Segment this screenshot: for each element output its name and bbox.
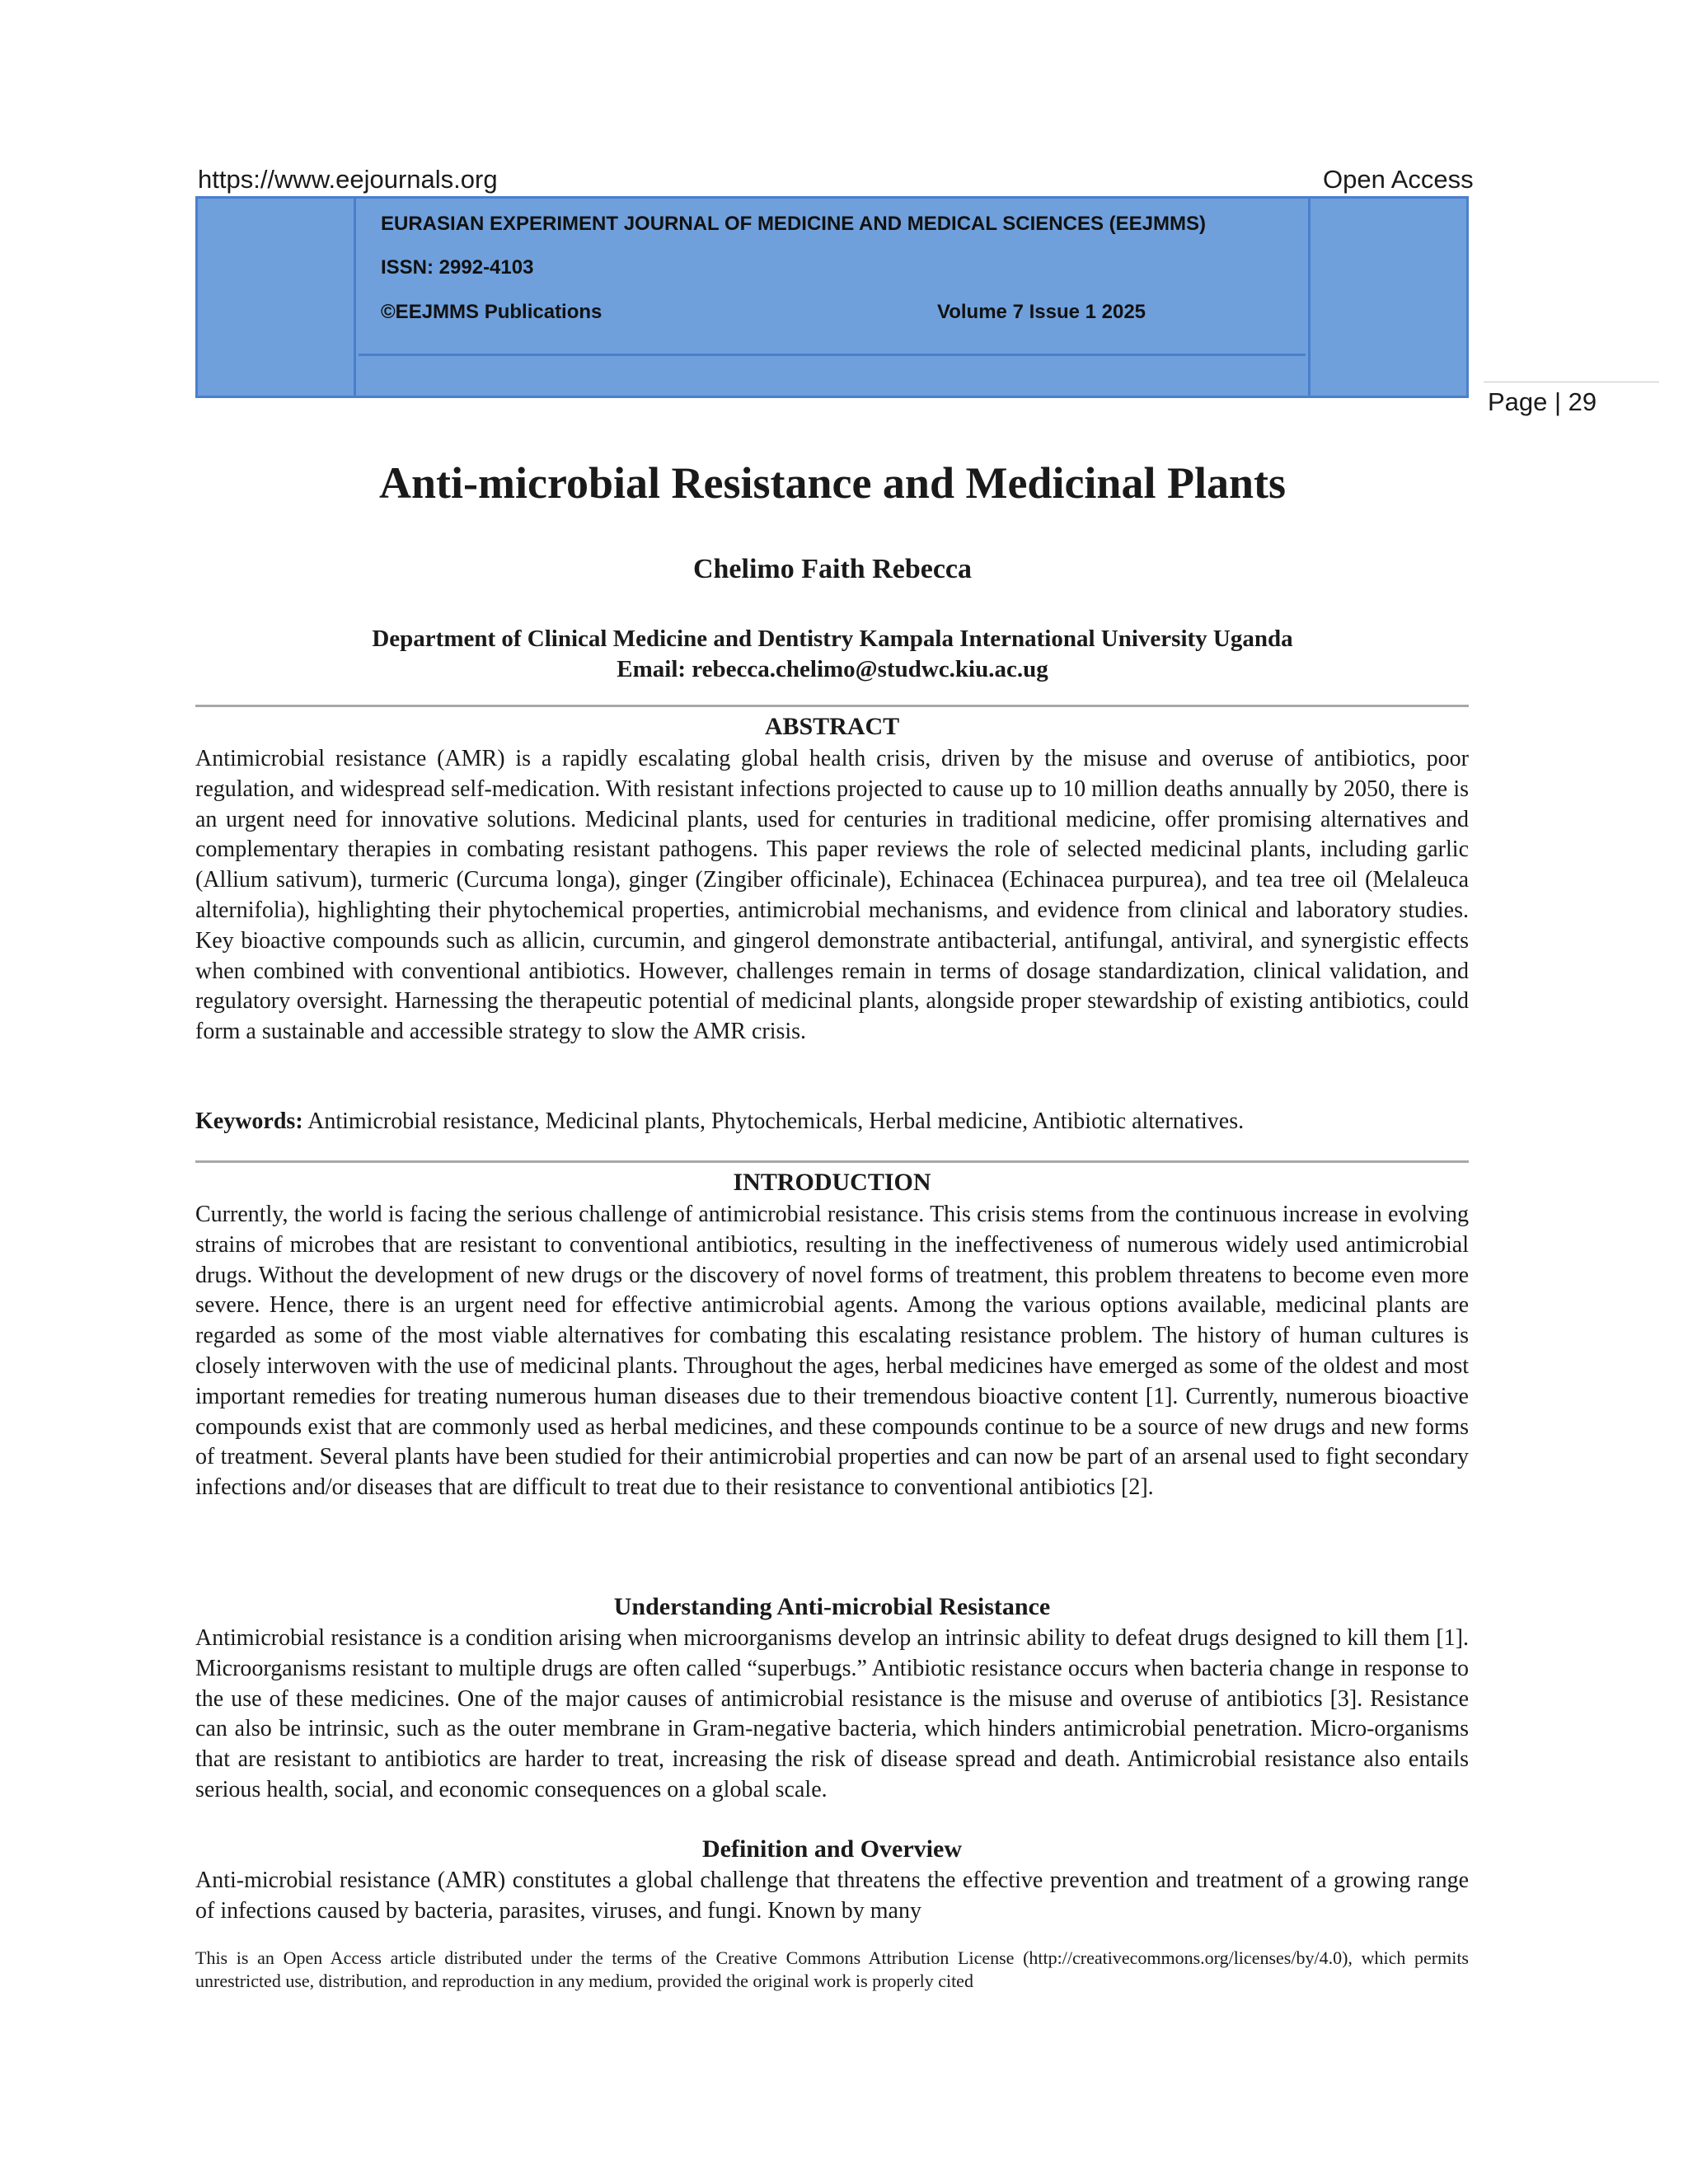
keywords-label: Keywords:: [195, 1108, 303, 1134]
definition-heading: Definition and Overview: [702, 1835, 962, 1863]
author-name: Chelimo Faith Rebecca: [692, 554, 973, 584]
author-email[interactable]: Email: rebecca.chelimo@studwc.kiu.ac.ug: [617, 656, 1048, 682]
introduction-heading: INTRODUCTION: [733, 1169, 931, 1196]
banner-divider: [359, 354, 1306, 356]
keywords: [195, 1107, 1469, 1137]
paper-title: Anti-microbial Resistance and Medicinal Plants: [379, 458, 1286, 508]
page-number: Page | 29: [1488, 387, 1597, 416]
publisher: ©EEJMMS Publications: [381, 301, 603, 323]
abstract-top-rule: [195, 705, 1469, 707]
understanding-text: Antimicrobial resistance is a condition arising when microorganisms develop an intrinsic ability to defeat drugs designed to kill them [1]. Microorganisms resistant to multiple drugs are often called “superbugs.” Antibiotic resistance occurs when bacteria change in response to the use of these medicines. One of the major causes of antimicrobial resistance is the misuse and overuse of antibiotics [3]. Resistance can also be intrinsic, such as the outer membrane in Gram-negative bacteria, which hinders antimicrobial penetration. Micro-organisms that are resistant to antibiotics are harder to treat, increasing the risk of disease spread and death. Antimicrobial resistance also entails serious health, social, and economic consequences on a global scale.: [195, 1625, 1469, 1802]
keywords-list: Antimicrobial resistance, Medicinal plants, Phytochemicals, Herbal medicine, Antibiotic alternatives.: [302, 1108, 1245, 1134]
banner-right-cell: [1308, 199, 1466, 396]
journal-url[interactable]: https://www.eejournals.org: [198, 165, 498, 194]
journal-name: EURASIAN EXPERIMENT JOURNAL OF MEDICINE AND MEDICAL SCIENCES (EEJMMS): [381, 213, 1206, 235]
open-access-label: Open Access: [1323, 165, 1474, 194]
issn: ISSN: 2992-4103: [381, 256, 534, 279]
volume-issue: Volume 7 Issue 1 2025: [937, 301, 1146, 323]
definition-text: Anti-microbial resistance (AMR) constitutes a global challenge that threatens the effective prevention and treatment of a growing range of infections caused by bacteria, parasites, viruses, and fungi. Known by many: [195, 1868, 1469, 1924]
journal-banner: [195, 196, 1469, 398]
intro-top-rule: [195, 1160, 1469, 1163]
understanding-heading: Understanding Anti-microbial Resistance: [613, 1593, 1051, 1620]
banner-left-cell: [198, 199, 356, 396]
abstract-text: Antimicrobial resistance (AMR) is a rapidly escalating global health crisis, driven by the misuse and overuse of antibiotics, poor regulation, and widespread self-medication. With resistant infections projected to cause up to 10 million deaths annually by 2050, there is an urgent need for innovative solutions. Medicinal plants, used for centuries in traditional medicine, offer promising alternatives and complementary therapies in combating resistant pathogens. This paper reviews the role of selected medicinal plants, including garlic (Allium sativum), turmeric (Curcuma longa), ginger (Zingiber officinale), Echinacea (Echinacea purpurea), and tea tree oil (Melaleuca alternifolia), highlighting their phytochemical properties, antimicrobial mechanisms, and evidence from clinical and laboratory studies. Key bioactive compounds such as allicin, curcumin, and gingerol demonstrate antibacterial, antifungal, antiviral, and synergistic effects when combined with conventional antibiotics. However, challenges remain in terms of dosage standardization, clinical validation, and regulatory oversight. Harnessing the therapeutic potential of medicinal plants, alongside proper stewardship of existing antibiotics, could form a sustainable and accessible strategy to slow the AMR crisis.: [195, 746, 1469, 1045]
affiliation: Department of Clinical Medicine and Dentistry Kampala International University Uganda: [372, 626, 1293, 652]
affiliation-block: [0, 624, 1665, 685]
abstract-heading: ABSTRACT: [764, 713, 900, 740]
license-footer: This is an Open Access article distributed under the terms of the Creative Commons Attribution License (http://creativecommons.org/licenses/by/4.0), which permits unrestricted use, distribution, and reproduction in any medium, provided the original work is properly cited: [195, 1947, 1469, 1991]
introduction-text: Currently, the world is facing the serious challenge of antimicrobial resistance. This crisis stems from the continuous increase in evolving strains of microbes that are resistant to conventional antibiotics, resulting in the ineffectiveness of numerous widely used antimicrobial drugs. Without the development of new drugs or the discovery of novel forms of treatment, this problem threatens to become even more severe. Hence, there is an urgent need for effective antimicrobial agents. Among the various options available, medicinal plants are regarded as some of the most viable alternatives for combating this escalating resistance problem. The history of human cultures is closely interwoven with the use of medicinal plants. Throughout the ages, herbal medicines have emerged as some of the oldest and most important remedies for treating numerous human diseases due to their tremendous bioactive content [1]. Currently, numerous bioactive compounds exist that are commonly used as herbal medicines, and these compounds continue to be a source of new drugs and new forms of treatment. Several plants have been studied for their antimicrobial properties and can now be part of an arsenal used to fight secondary infections and/or diseases that are difficult to treat due to their resistance to conventional antibiotics [2].: [195, 1202, 1469, 1501]
